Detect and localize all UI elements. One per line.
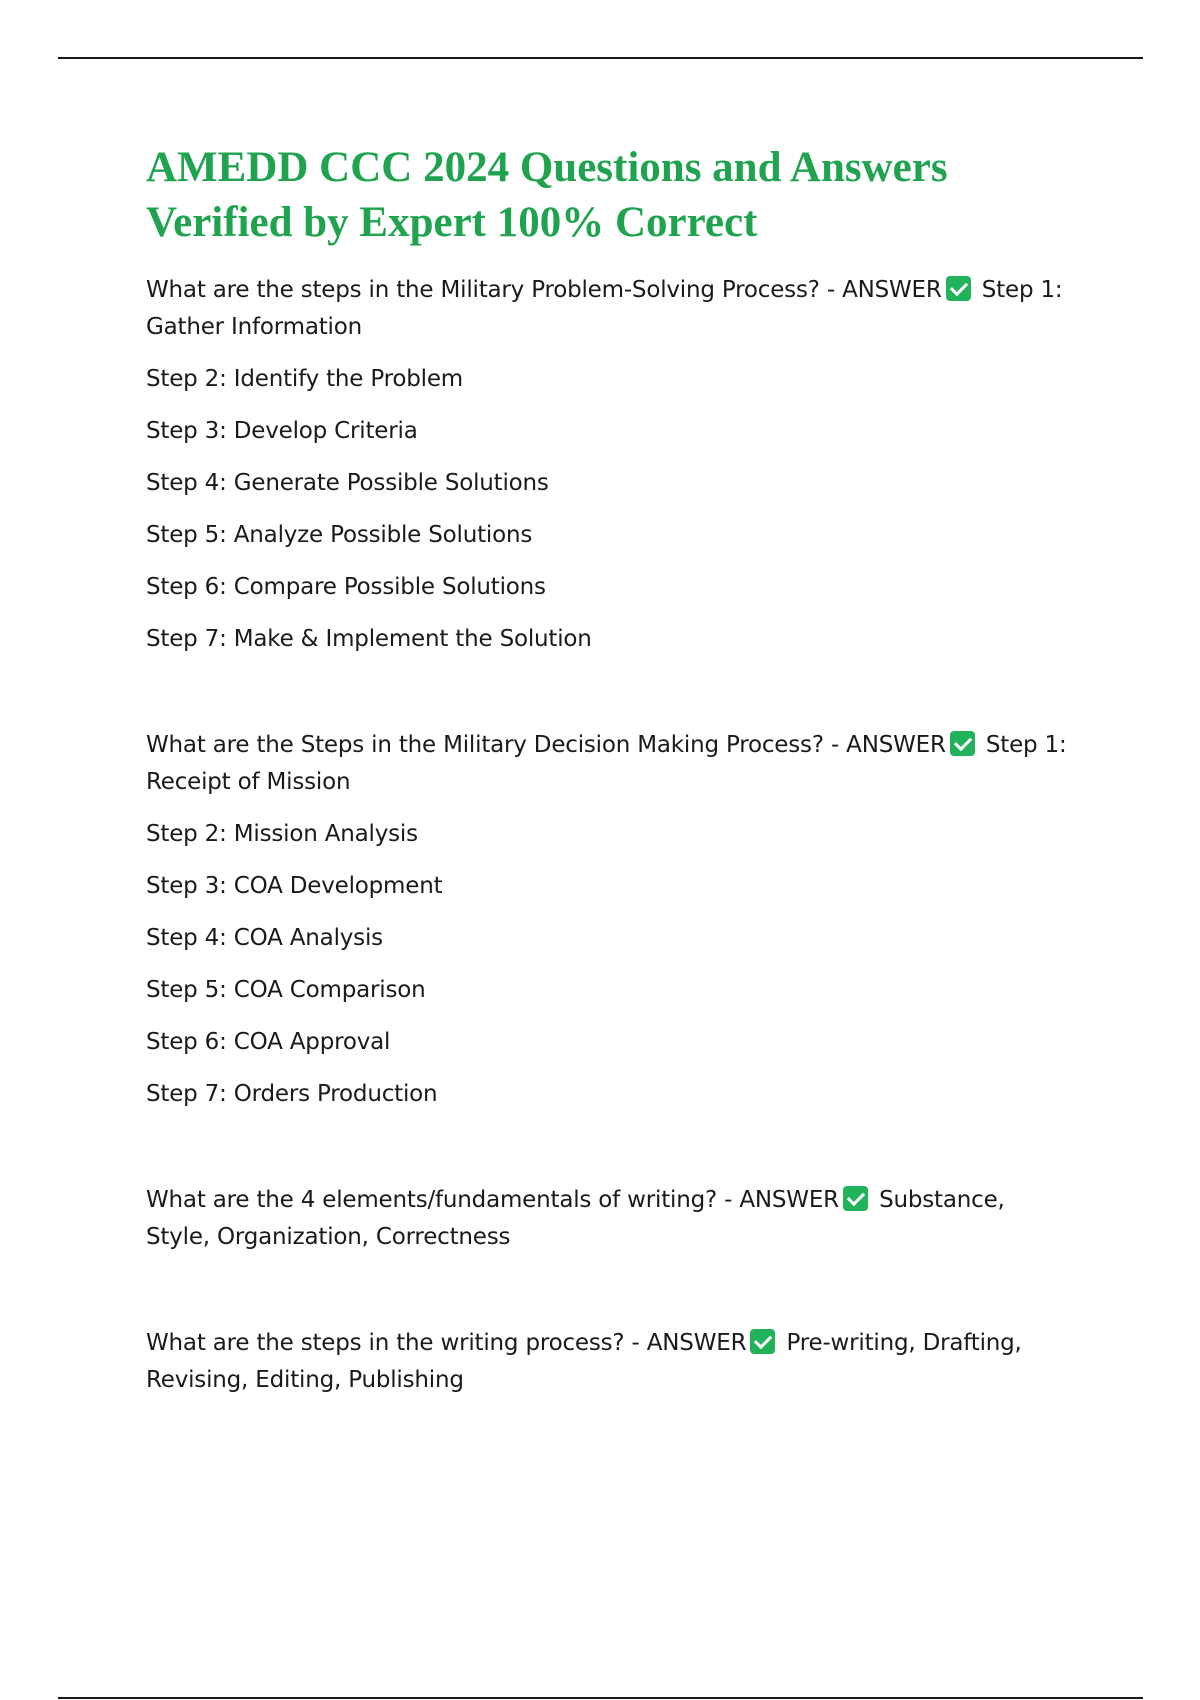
answer-text: Step 1: [985,732,1067,758]
answer-step: Step 7: Make & Implement the Solution [146,626,592,652]
answer-text: Pre-writing, Drafting, [786,1330,1022,1356]
answer-marker: ANSWER [842,277,942,303]
check-box-icon [946,276,971,301]
qa-item [146,272,1106,658]
answer-step: Step 3: Develop Criteria [146,418,418,444]
question-paragraph [146,1325,1106,1399]
qa-item [146,1182,1106,1256]
answer-text-continued: Receipt of Mission [146,769,351,795]
question-text: What are the steps in the writing process? - [146,1330,647,1356]
answer-step: Step 2: Mission Analysis [146,821,418,847]
qa-item [146,1325,1106,1399]
question-paragraph [146,727,1106,801]
answer-step: Step 5: COA Comparison [146,977,426,1003]
answer-step: Step 5: Analyze Possible Solutions [146,522,533,548]
answer-step: Step 6: Compare Possible Solutions [146,574,546,600]
check-box-icon [750,1329,775,1354]
answer-marker: ANSWER [846,732,946,758]
answer-step: Step 4: COA Analysis [146,925,383,951]
answer-text-continued: Style, Organization, Correctness [146,1224,511,1250]
answer-step: Step 4: Generate Possible Solutions [146,470,549,496]
answer-step: Step 2: Identify the Problem [146,366,463,392]
answer-text-continued: Revising, Editing, Publishing [146,1367,464,1393]
answer-step: Step 3: COA Development [146,873,443,899]
question-text: What are the 4 elements/fundamentals of writing? - [146,1187,740,1213]
check-box-icon [843,1186,868,1211]
question-text: What are the steps in the Military Problem-Solving Process? - [146,277,843,303]
question-paragraph [146,272,1106,346]
title-line-1: AMEDD CCC 2024 Questions and Answers [146,144,948,191]
answer-text: Substance, [879,1187,1005,1213]
qa-item [146,727,1106,1113]
answer-step: Step 7: Orders Production [146,1081,438,1107]
bottom-rule [58,1697,1143,1699]
question-paragraph [146,1182,1106,1256]
answer-text-continued: Gather Information [146,314,362,340]
top-rule [58,57,1143,59]
check-box-icon [950,731,975,756]
answer-marker: ANSWER [646,1330,747,1356]
answer-text: Step 1: [981,277,1063,303]
answer-step: Step 6: COA Approval [146,1029,391,1055]
document-body [146,140,1106,1414]
document-title [146,140,1106,250]
answer-marker: ANSWER [739,1187,839,1213]
question-text: What are the Steps in the Military Decision Making Process? - [146,732,847,758]
title-line-2: Verified by Expert 100% Correct [146,199,758,246]
